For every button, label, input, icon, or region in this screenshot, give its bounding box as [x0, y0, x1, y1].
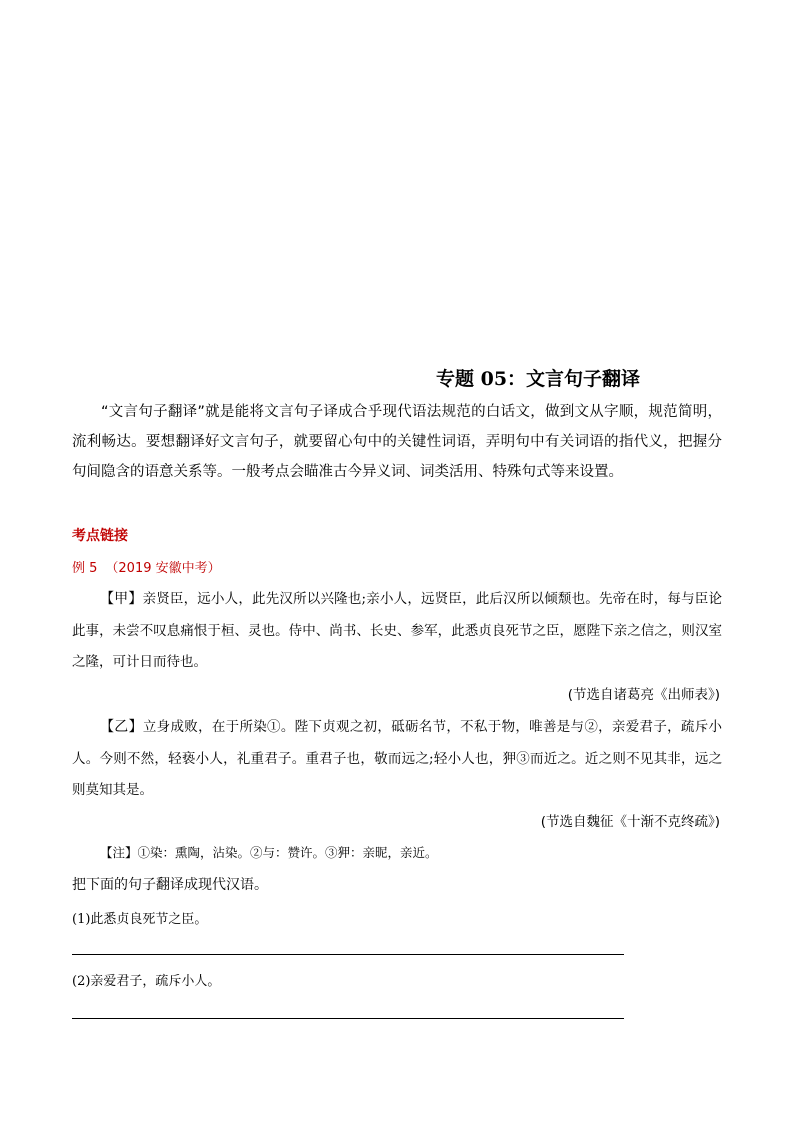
passage-jia-source: (节选自诸葛亮《出师表》)	[567, 687, 720, 703]
section-heading: 考点链接	[72, 528, 128, 544]
question-2: (2)亲爱君子，疏斥小人。	[72, 974, 221, 989]
passage-yi	[72, 712, 722, 807]
passage-jia	[72, 584, 722, 679]
page-title: 专题 05：文言句子翻译	[436, 368, 641, 390]
example-heading	[72, 557, 221, 576]
passage-yi-tag: 【乙】	[100, 719, 143, 735]
question-1: (1)此悉贞良死节之臣。	[72, 912, 208, 927]
example-label: 例 5	[72, 561, 98, 576]
example-source: （2019 安徽中考）	[105, 561, 221, 576]
answer-line-2[interactable]	[72, 1018, 624, 1019]
annotation-note: 【注】①染：熏陶，沾染。②与：赞许。③狎：亲昵，亲近。	[100, 845, 438, 860]
passage-jia-tag: 【甲】	[100, 591, 143, 607]
answer-line-1[interactable]	[72, 954, 624, 955]
intro-paragraph: “文言句子翻译”就是能将文言句子译成合乎现代语法规范的白话文，做到文从字顺，规范简明，流利畅达。要想翻译好文言句子，就要留心句中的关键性词语，弄明句中有关词语的指代义，把握分句间隐含的语意关系等。一般考点会瞄准古今异义词、词类活用、特殊句式等来设置。	[72, 404, 722, 480]
passage-yi-text: 立身成败，在于所染①。陛下贞观之初，砥砺名节，不私于物，唯善是与②，亲爱君子，疏斥小人。今则不然，轻亵小人，礼重君子。重君子也，敬而远之;轻小人也，狎③而近之。近之则不见其非，远之则莫知其是。	[72, 719, 723, 798]
passage-yi-source: (节选自魏征《十渐不克终疏》)	[540, 814, 720, 830]
passage-jia-text: 亲贤臣，远小人，此先汉所以兴隆也;亲小人，远贤臣，此后汉所以倾颓也。先帝在时，每与臣论此事，未尝不叹息痛恨于桓、灵也。侍中、尚书、长史、参军，此悉贞良死节之臣，愿陛下亲之信之，则汉室之隆，可计日而待也。	[72, 591, 722, 670]
translation-instruction: 把下面的句子翻译成现代汉语。	[72, 877, 268, 893]
